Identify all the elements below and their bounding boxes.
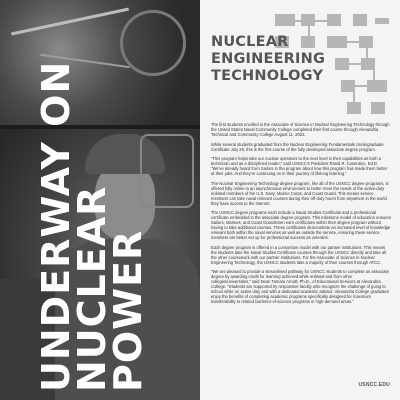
grid-connector <box>293 20 303 22</box>
grid-block <box>327 14 341 26</box>
grid-connector <box>313 20 329 22</box>
heading-line: ENGINEERING <box>211 51 326 67</box>
article-paragraph: "We are pleased to provide a streamlined pathway for USNCC students to complete an associate degree by awarding credit for learning achieved while enlisted and from other colleges/universities," said Dean Tamara Arnott, Ph.D., of Educational Services at Alexandria College. "Students are supported by responsive faculty who recognize the challenge of going to school while on active duty and with a dedicated academic advisor. Alexandria College graduates enjoy the benefits of completing academic programs specifically designed for maximum transferability to related bachelor-of-science programs in high-demand areas." <box>211 269 389 304</box>
article-paragraph: While several students graduated from the Nuclear Engineering Fundamentals Undergraduate Certificate July 29, this is the first course of the fully developed associate degree program. <box>211 141 384 152</box>
grid-block <box>275 14 295 26</box>
vertical-title-line: NUCLEAR <box>70 185 114 392</box>
grid-block <box>367 80 387 92</box>
heading-line: TECHNOLOGY <box>211 68 324 84</box>
vertical-title <box>34 12 150 392</box>
grid-connector <box>373 70 375 80</box>
vertical-title-line: POWER <box>106 229 150 392</box>
grid-connector <box>366 48 368 58</box>
heading-line: NUCLEAR <box>211 34 289 50</box>
grid-connector <box>347 41 359 43</box>
article-paragraph: Each degree program is offered in a consortium model with our partner institutions. This means the students take the Naval Studies Certificate courses through the USNCC directly and take all the other coursework with our partner institutions. For the Associate of Science in Nuclear Engineering Technology, the USNCC students take a majority of their courses through ATCC. <box>211 244 387 265</box>
article-body <box>211 122 391 309</box>
website-link[interactable]: USNCC.EDU <box>358 382 390 388</box>
grid-connector <box>347 63 361 65</box>
article-heading <box>211 34 331 85</box>
article-paragraph: "This program helps take our nuclear operators to the next level in their capabilities as both a technician and as a disciplined leader," said USNCC's President Randi R. Cosentino, Ed.D. "We've already heard from Sailors in the program about how this program has made them better at their jobs. And they're continuing on in their journey of lifelong learning." <box>211 156 388 176</box>
grid-block <box>359 36 373 48</box>
article-paragraph: The first students enrolled in the Associate of Science in Nuclear Engineering Technology through the United States Naval Community College completed their first course through Alexandria Technical and Community College August 11, 2022. <box>211 122 390 137</box>
grid-connector <box>355 85 367 87</box>
grid-connector <box>353 92 355 102</box>
grid-block <box>371 102 385 114</box>
photo-safety-glass <box>140 134 194 208</box>
grid-block <box>353 14 367 26</box>
vertical-title-line: UNDERWAY ON <box>34 60 78 392</box>
article-paragraph: The Nuclear Engineering Technology degree program, like all of the USNCC degree programs, is offered fully online in an asynchronous environment to better meet the needs of the active-duty enlisted members of the U.S. Navy, Marine Corps, and Coast Guard. This means service members can take naval relevant courses during their off-duty hours from anywhere in the world they have access to the internet. <box>211 180 389 206</box>
grid-block <box>347 102 361 114</box>
grid-block <box>341 80 355 92</box>
grid-block <box>375 18 389 24</box>
article-paragraph: The USNCC degree programs each include a Naval Studies Certificate and a professional certificate embedded in the associate degree program. This milestone model of education ensures Sailors, Marines, and Coast Guardsmen earn certificates within their degree program without having to take additional courses. These certificates demonstrate an increased level of knowledge relevant both within the naval services as well as outside the service, ensuring these service members are better set up for professional success as veterans. <box>211 210 391 240</box>
grid-block <box>361 58 375 70</box>
